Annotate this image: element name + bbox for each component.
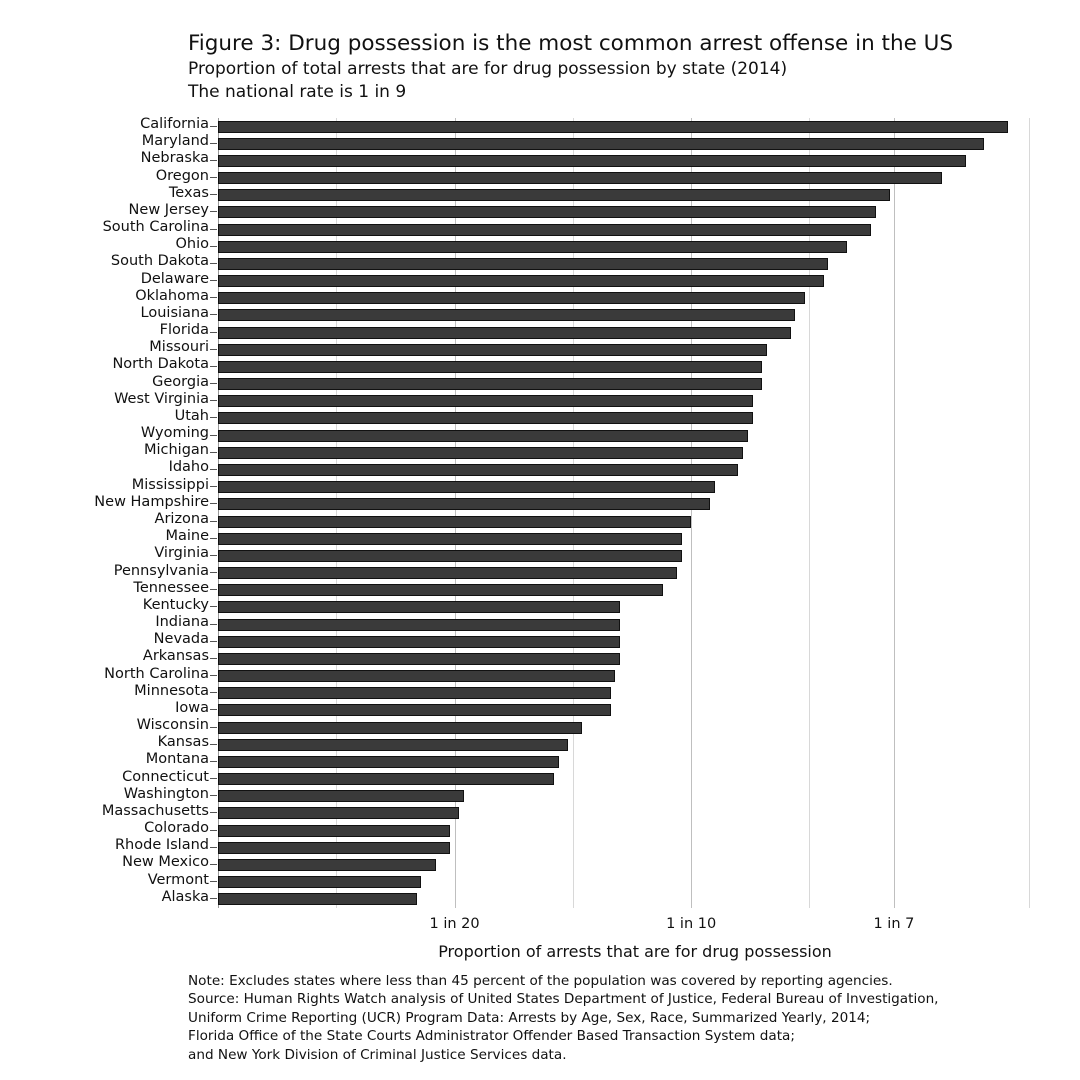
bar [218, 584, 663, 596]
subtitle-line-2: The national rate is 1 in 9 [188, 82, 407, 102]
y-axis-label: Utah [174, 407, 209, 424]
y-axis-label: Tennessee [133, 579, 209, 596]
bar [218, 258, 828, 270]
y-axis-tick [210, 400, 217, 401]
chart-row [142, 648, 1046, 667]
y-axis-tick [210, 692, 217, 693]
bar [218, 327, 791, 339]
x-axis-tick-label: 1 in 20 [429, 916, 480, 932]
bar [218, 601, 620, 613]
chart-row [149, 339, 1046, 358]
y-axis-tick [210, 469, 217, 470]
footnote-line-0: Note: Excludes states where less than 45 percent of the population was covered by reporting agencies. [188, 973, 893, 989]
bar [218, 567, 677, 579]
y-axis-label: Arizona [154, 511, 209, 527]
y-axis-label: Louisiana [140, 304, 209, 321]
y-axis-tick [210, 675, 217, 676]
x-axis-tick-label: 1 in 7 [873, 916, 915, 932]
y-axis-tick [210, 778, 217, 779]
bar [218, 773, 554, 785]
bar [218, 807, 459, 819]
y-axis-tick [210, 572, 217, 573]
y-axis-label: Ohio [175, 236, 209, 253]
x-axis-tick-label: 1 in 10 [666, 916, 717, 932]
y-axis-label: Nevada [153, 631, 209, 648]
bar [218, 550, 682, 562]
y-axis-tick [210, 555, 217, 556]
bar [218, 498, 710, 510]
y-axis-label: Virginia [154, 545, 209, 562]
bar [218, 309, 795, 321]
y-axis-label: South Dakota [110, 253, 209, 270]
bar [218, 344, 767, 356]
chart-row [145, 751, 1046, 770]
y-axis-label: South Carolina [102, 219, 209, 236]
y-axis-label: Indiana [155, 614, 209, 631]
chart-row [159, 322, 1046, 341]
bar [218, 447, 743, 459]
chart-row [141, 133, 1046, 152]
bar [218, 481, 715, 493]
chart-row [140, 270, 1046, 290]
y-axis-label: Georgia [152, 373, 209, 390]
bar [218, 893, 417, 905]
y-axis-label: Massachusetts [101, 802, 209, 819]
y-axis-tick [210, 709, 217, 710]
y-axis-tick [210, 280, 217, 281]
bar [218, 172, 942, 184]
y-axis-label: Vermont [147, 871, 209, 888]
y-axis-tick [210, 881, 217, 882]
y-axis-label: Mississippi [131, 476, 209, 493]
chart-row [122, 854, 1046, 873]
y-axis-label: Arkansas [142, 648, 209, 665]
y-axis-tick [210, 297, 217, 298]
chart-row [122, 768, 1046, 788]
y-axis-label: Montana [145, 751, 209, 768]
y-axis-label: Pennsylvania [113, 562, 209, 579]
y-axis-tick [210, 126, 217, 127]
chart-bars-container [94, 116, 1046, 908]
y-axis-label: Iowa [175, 699, 209, 716]
y-axis-tick [210, 160, 217, 161]
chart-row [102, 219, 1046, 238]
chart-row [94, 493, 1046, 513]
y-axis-tick [210, 624, 217, 625]
bar [218, 155, 966, 167]
chart-row [134, 682, 1046, 702]
y-axis-label: North Dakota [112, 356, 209, 373]
bar [218, 378, 762, 390]
bar [218, 430, 748, 442]
figure-header [188, 30, 1048, 104]
y-axis-tick [210, 641, 217, 642]
chart-row [168, 459, 1046, 478]
bar [218, 876, 421, 888]
chart-row [142, 596, 1046, 616]
y-axis-tick [210, 263, 217, 264]
chart-row [135, 287, 1046, 307]
chart-row [147, 871, 1046, 891]
y-axis-tick [210, 366, 217, 367]
chart-row [161, 888, 1046, 908]
y-axis-label: New Jersey [128, 201, 209, 218]
chart-row [168, 184, 1046, 204]
bar [218, 138, 984, 150]
y-axis-tick [210, 486, 217, 487]
bar [218, 395, 753, 407]
footnote-line-3: Florida Office of the State Courts Administrator Offender Based Transaction System data; [188, 1028, 795, 1045]
y-axis-tick [210, 143, 217, 144]
bar [218, 842, 450, 854]
bar [218, 516, 691, 528]
chart-row [144, 820, 1046, 839]
chart-row [175, 236, 1046, 255]
y-axis-tick [210, 314, 217, 315]
chart-row [101, 802, 1046, 822]
bar [218, 292, 805, 304]
y-axis-tick [210, 383, 217, 384]
y-axis-tick [210, 211, 217, 212]
bar [218, 206, 876, 218]
bar [218, 687, 611, 699]
y-axis-tick [210, 606, 217, 607]
chart-row [110, 253, 1046, 272]
chart-row [175, 699, 1046, 719]
y-axis-tick [210, 229, 217, 230]
chart-row [136, 717, 1046, 736]
y-axis-tick [210, 349, 217, 350]
y-axis-label: West Virginia [114, 390, 209, 407]
y-axis-tick [210, 761, 217, 762]
chart-row [154, 511, 1046, 530]
chart-row [140, 150, 1046, 169]
y-axis-tick [210, 898, 217, 899]
y-axis-label: Minnesota [134, 682, 209, 699]
y-axis-label: Kentucky [142, 596, 209, 613]
y-axis-tick [210, 847, 217, 848]
chart-row [165, 528, 1046, 547]
y-axis-label: Delaware [140, 270, 209, 287]
y-axis-label: Idaho [168, 459, 209, 476]
bar [218, 756, 559, 768]
y-axis-label: Oklahoma [135, 287, 209, 304]
y-axis-tick [210, 658, 217, 659]
bar [218, 361, 762, 373]
chart-row [133, 579, 1046, 599]
y-axis-label: Texas [168, 184, 209, 201]
y-axis-tick [210, 727, 217, 728]
y-axis-tick [210, 538, 217, 539]
chart-row [140, 304, 1046, 324]
y-axis-label: Kansas [157, 734, 209, 751]
figure-footnote [188, 972, 1048, 1064]
bar [218, 619, 620, 631]
bar [218, 636, 620, 648]
y-axis-label: Colorado [144, 820, 209, 837]
y-axis-tick [210, 435, 217, 436]
y-axis-label: Missouri [149, 339, 209, 356]
chart-row [140, 425, 1046, 444]
chart-row [131, 476, 1046, 496]
chart-row [157, 734, 1046, 753]
y-axis-label: Washington [123, 785, 209, 802]
bar [218, 464, 738, 476]
bar [218, 121, 1008, 133]
bar [218, 241, 847, 253]
chart-plot-area [94, 116, 1046, 908]
y-axis-tick [210, 521, 217, 522]
y-axis-tick [210, 177, 217, 178]
bar [218, 704, 611, 716]
bar [218, 825, 450, 837]
y-axis-label: Nebraska [140, 150, 209, 167]
chart-row [174, 407, 1046, 427]
y-axis-label: California [140, 116, 209, 132]
y-axis-label: Maine [165, 528, 209, 545]
y-axis-tick [210, 864, 217, 865]
chart-row [123, 785, 1046, 805]
chart-row [112, 356, 1046, 375]
y-axis-tick [210, 417, 217, 418]
y-axis-label: Rhode Island [114, 837, 209, 854]
bar [218, 790, 464, 802]
y-axis-tick [210, 812, 217, 813]
chart-row [155, 614, 1046, 633]
bar [218, 275, 824, 287]
bar [218, 722, 582, 734]
footnote-line-2: Uniform Crime Reporting (UCR) Program Data: Arrests by Age, Sex, Race, Summarized Yearly, 2014; [188, 1009, 871, 1026]
footnote-line-1: Source: Human Rights Watch analysis of United States Department of Justice, Federal Bureau of Investigation, [188, 991, 939, 1008]
footnote-line-4: and New York Division of Criminal Justice Services data. [188, 1046, 567, 1063]
y-axis-tick [210, 795, 217, 796]
y-axis-label: Michigan [143, 442, 209, 459]
y-axis-label: Alaska [161, 888, 209, 905]
chart-row [114, 837, 1046, 856]
y-axis-label: Wyoming [140, 425, 209, 442]
chart-row [143, 442, 1046, 461]
y-axis-tick [210, 452, 217, 453]
y-axis-label: North Carolina [104, 665, 209, 682]
y-axis-tick [210, 503, 217, 504]
y-axis-label: Oregon [155, 167, 209, 184]
chart-row [104, 665, 1046, 685]
chart-row [153, 631, 1046, 650]
chart-row [154, 545, 1046, 564]
subtitle-line-1: Proportion of total arrests that are for drug possession by state (2014) [188, 59, 788, 79]
bar [218, 412, 753, 424]
bar [218, 653, 620, 665]
page-title: Figure 3: Drug possession is the most common arrest offense in the US [188, 31, 954, 56]
y-axis-tick [210, 332, 217, 333]
bar [218, 533, 682, 545]
chart-row [152, 373, 1046, 393]
y-axis-label: Florida [159, 322, 209, 339]
y-axis-tick [210, 246, 217, 247]
bar [218, 859, 436, 871]
x-axis-title: Proportion of arrests that are for drug possession [438, 942, 832, 961]
y-axis-tick [210, 194, 217, 195]
bar [218, 224, 871, 236]
chart-row [114, 390, 1046, 410]
y-axis-label: Wisconsin [136, 717, 209, 734]
chart-row [128, 201, 1046, 221]
y-axis-label: New Hampshire [94, 493, 209, 510]
chart-row [155, 167, 1046, 187]
y-axis-label: New Mexico [122, 854, 209, 871]
chart-row [140, 116, 1046, 135]
bar [218, 739, 568, 751]
y-axis-label: Connecticut [122, 768, 209, 785]
y-axis-tick [210, 830, 217, 831]
y-axis-tick [210, 744, 217, 745]
y-axis-tick [210, 589, 217, 590]
chart-row [113, 562, 1046, 582]
y-axis-label: Maryland [141, 133, 209, 150]
bar [218, 189, 890, 201]
bar [218, 670, 615, 682]
